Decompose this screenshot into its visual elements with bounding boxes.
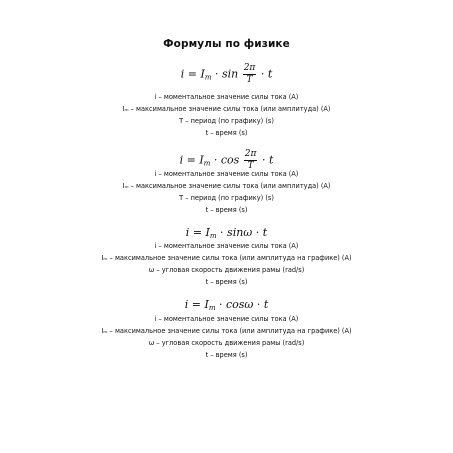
formula-lhs: i [180,67,185,81]
formula-lhs: i [179,153,184,167]
formula-amplitude: I [199,153,204,167]
formula-amplitude-subscript: m [209,232,217,240]
definition-line: i – моментальное значение силы тока (A) [154,93,299,101]
definition-line: t – время (s) [205,278,248,286]
formula-dot: · [220,226,224,239]
formula-dot: · [260,67,265,81]
definition-line: t – время (s) [205,129,248,137]
formula-sin-period [0,64,453,85]
definition-line: t – время (s) [205,351,248,359]
formula-function: sinω [227,226,253,239]
definition-line: i – моментальное значение силы тока (A) [154,315,299,323]
formula-equals: = [187,67,197,81]
definition-line: Iₘ – максимальное значение силы тока (или амплитуда) (A) [122,182,331,190]
formula-time: t [262,226,268,239]
definition-line: Iₘ – максимальное значение силы тока (или амплитуда) (A) [122,105,331,113]
fraction-numerator: 2π [244,149,257,159]
definition-line: i – моментальное значение силы тока (A) [154,170,299,178]
formula-equals: = [186,153,196,167]
formula-function: sin [221,67,239,81]
fraction-denominator: T [246,75,253,85]
formula-lhs: i [184,298,189,311]
formula-sin-omega [0,226,453,243]
formula-amplitude-subscript: m [204,73,212,82]
formula-dot: · [218,298,223,311]
formula-time: t [268,153,274,167]
formula-amplitude-subscript: m [208,304,216,312]
definition-line: ω – угловая скорость движения рамы (rad/s) [148,339,305,347]
formula-equals: = [191,298,201,311]
definition-line: t – время (s) [205,206,248,214]
definition-line: T – период (по графику) (s) [179,194,274,202]
formula-function: cosω [225,298,254,311]
formula-amplitude: I [200,67,205,81]
definition-line: Iₘ – максимальное значение силы тока (или амплитуда на графике) (A) [101,254,352,262]
formula-dot: · [214,67,219,81]
formula-function: cos [220,153,240,167]
formula-equals: = [192,226,203,239]
definition-line: i – моментальное значение силы тока (A) [154,242,299,250]
definition-line: Iₘ – максимальное значение силы тока (или амплитуда на графике) (A) [101,327,352,335]
formula-amplitude: I [205,226,210,239]
fraction-numerator: 2π [243,63,256,73]
formula-amplitude: I [204,298,209,311]
definition-line: T – период (по графику) (s) [179,117,274,125]
formula-time: t [267,67,273,81]
formula-dot: · [261,153,266,167]
formula-time: t [263,298,269,311]
formula-cos-omega [0,298,453,315]
formula-cos-period [0,150,453,171]
definition-line: ω – угловая скорость движения рамы (rad/s) [148,266,305,274]
formula-dot: · [255,226,260,239]
formula-amplitude-subscript: m [203,159,211,168]
fraction-denominator: T [247,161,254,171]
formula-fraction [244,150,258,171]
document-title: Формулы по физике [163,38,290,50]
formula-fraction [243,64,257,85]
formula-dot: · [256,298,261,311]
formula-dot: · [213,153,218,167]
formula-lhs: i [185,226,190,239]
